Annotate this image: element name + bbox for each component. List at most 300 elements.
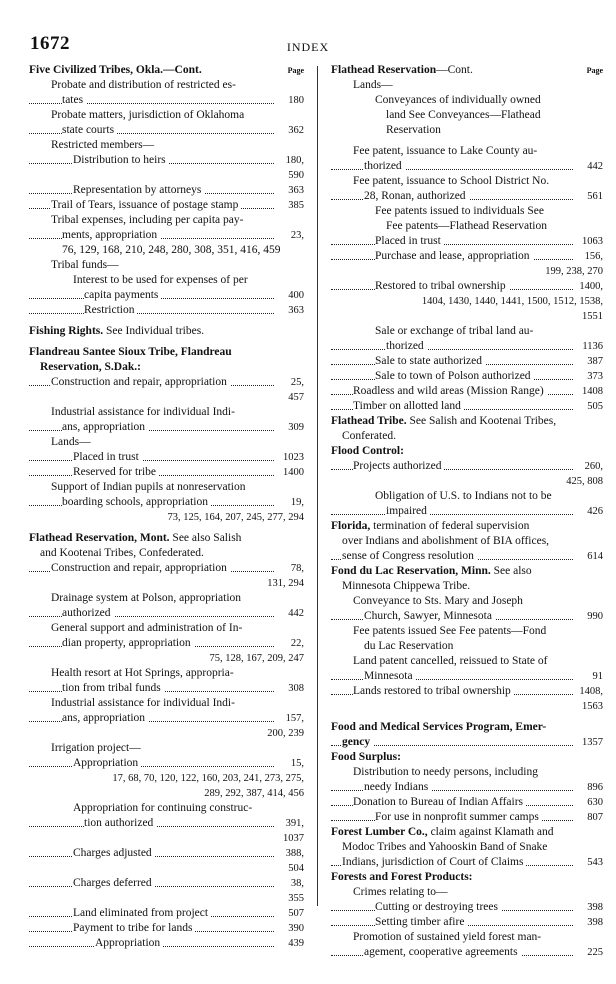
index-entry xyxy=(29,273,304,288)
page-refs-continued: 504 xyxy=(288,863,304,874)
index-entry xyxy=(331,219,603,234)
index-entry xyxy=(29,435,304,450)
entry-text: Support of Indian pupils at nonreservation xyxy=(51,481,249,493)
entry-text: dian property, appropriation xyxy=(62,637,194,649)
entry-text: sense of Congress resolution xyxy=(342,550,477,562)
column-divider xyxy=(317,66,318,906)
index-entry xyxy=(331,579,603,594)
entry-text xyxy=(331,64,476,76)
entry-text: thorized xyxy=(364,160,405,172)
index-entry xyxy=(331,915,603,930)
page-refs: 38, xyxy=(290,878,304,889)
index-entry xyxy=(331,885,603,900)
entry-text: Reserved for tribe xyxy=(73,466,159,478)
page-refs: 1408, xyxy=(579,686,603,697)
index-heading xyxy=(29,324,304,339)
heading-text: Food Surplus: xyxy=(331,751,401,763)
index-entry xyxy=(29,936,304,951)
entry-text: Land patent cancelled, reissued to State of xyxy=(353,655,550,667)
page-refs: 442 xyxy=(288,608,304,619)
page-refs: 439 xyxy=(288,938,304,949)
heading-tail: claim against Klamath and xyxy=(427,826,554,838)
index-heading xyxy=(331,735,603,750)
index-entry xyxy=(331,339,603,354)
index-entry xyxy=(29,108,304,123)
entry-text xyxy=(331,721,549,733)
page-refs-continued: 289, 292, 387, 414, 456 xyxy=(204,788,304,799)
entry-text: authorized xyxy=(62,607,114,619)
dot-leader xyxy=(29,766,274,767)
index-entry xyxy=(331,384,603,399)
page-refs: 614 xyxy=(587,551,603,562)
index-entry xyxy=(29,681,304,696)
entry-text: For use in nonprofit summer camps xyxy=(375,811,542,823)
index-entry xyxy=(29,801,304,816)
index-column-left xyxy=(29,63,304,951)
entry-text: Indians, jurisdiction of Court of Claims xyxy=(342,856,526,868)
page-refs: 398 xyxy=(587,917,603,928)
entry-text: Purchase and lease, appropriation xyxy=(375,250,533,262)
index-entry xyxy=(331,354,603,369)
heading-tail: termination of federal supervision xyxy=(370,520,530,532)
page-refs: 1063 xyxy=(582,236,603,247)
entry-text: impaired xyxy=(386,505,430,517)
page-refs: 91 xyxy=(592,671,603,682)
entry-text: Placed in trust xyxy=(73,451,142,463)
page-refs: 426 xyxy=(587,506,603,517)
page-refs: 400 xyxy=(288,290,304,301)
index-entry xyxy=(331,594,603,609)
index-entry xyxy=(29,666,304,681)
index-heading xyxy=(331,444,603,459)
page-refs-continued: 73, 125, 164, 207, 245, 277, 294 xyxy=(167,512,304,523)
heading-text: Five Civilized Tribes, Okla.—Cont. xyxy=(29,64,202,76)
page-refs: 442 xyxy=(587,161,603,172)
page-refs: 308 xyxy=(288,683,304,694)
index-heading xyxy=(29,345,304,360)
index-entry xyxy=(331,609,603,624)
entry-text xyxy=(331,565,535,577)
index-entry xyxy=(331,324,603,339)
index-entry xyxy=(331,189,603,204)
page-refs-continued: 75, 128, 167, 209, 247 xyxy=(209,653,304,664)
entry-text: Probate and distribution of restricted es- xyxy=(51,79,239,91)
entry-text: ments, appropriation xyxy=(62,229,160,241)
page-refs: 22, xyxy=(290,638,304,649)
page-refs-continued: 199, 238, 270 xyxy=(545,266,603,277)
page-refs: 387 xyxy=(587,356,603,367)
entry-text: Lands— xyxy=(353,79,396,91)
index-entry xyxy=(29,921,304,936)
entry-text: Minnesota xyxy=(364,670,416,682)
page-refs-continued: 457 xyxy=(288,392,304,403)
page-refs-continued: 200, 239 xyxy=(267,728,304,739)
page-refs-continued: 1551 xyxy=(582,311,603,322)
index-entry xyxy=(29,546,304,561)
entry-text: Roadless and wild areas (Mission Range) xyxy=(353,385,547,397)
heading-text: Fishing Rights. xyxy=(29,325,104,337)
index-entry xyxy=(29,495,304,510)
page-refs-continued: 590 xyxy=(288,170,304,181)
entry-text: Appropriation for continuing construc- xyxy=(73,802,255,814)
index-entry xyxy=(331,945,603,960)
index-entry xyxy=(331,429,603,444)
index-heading xyxy=(331,750,603,765)
entry-text: Lands restored to tribal ownership xyxy=(353,685,514,697)
page-refs: 398 xyxy=(587,902,603,913)
index-entry xyxy=(331,840,603,855)
heading-text: Reservation, S.Dak.: xyxy=(40,361,141,373)
entry-text: Donation to Bureau of Indian Affairs xyxy=(353,796,526,808)
entry-text xyxy=(29,532,244,544)
page-refs-continued: 131, 294 xyxy=(267,578,304,589)
entry-text: needy Indians xyxy=(364,781,431,793)
entry-text xyxy=(331,415,559,427)
index-heading xyxy=(29,360,304,375)
heading-tail: See also xyxy=(490,565,532,577)
index-entry xyxy=(331,159,603,174)
page-refs: 180 xyxy=(288,95,304,106)
entry-text: Construction and repair, appropriation xyxy=(51,562,230,574)
index-entry xyxy=(29,846,304,861)
entry-text: du Lac Reservation xyxy=(364,640,456,652)
index-entry xyxy=(331,624,603,639)
entry-text: Obligation of U.S. to Indians not to be xyxy=(375,490,555,502)
entry-text: Interest to be used for expenses of per xyxy=(73,274,251,286)
index-entry xyxy=(331,174,603,189)
page-refs: 19, xyxy=(290,497,304,508)
page-refs: 25, xyxy=(290,377,304,388)
entry-text: Reservation xyxy=(386,124,444,136)
index-entry xyxy=(331,855,603,870)
heading-text: Flathead Reservation, Mont. xyxy=(29,532,170,544)
index-heading xyxy=(331,63,603,78)
entry-text: Payment to tribe for lands xyxy=(73,922,195,934)
entry-text: Probate matters, jurisdiction of Oklahoma xyxy=(51,109,247,121)
entry-text: Fee patent, issuance to School District No. xyxy=(353,175,552,187)
index-entry xyxy=(29,711,304,726)
index-heading xyxy=(29,531,304,546)
entry-text xyxy=(40,361,144,373)
entry-text xyxy=(331,520,532,532)
heading-text: Forest Lumber Co., xyxy=(331,826,428,838)
entry-text: tates xyxy=(62,94,86,106)
entry-text: Sale to state authorized xyxy=(375,355,485,367)
entry-text: Health resort at Hot Springs, appropria- xyxy=(51,667,237,679)
page-refs: 309 xyxy=(288,422,304,433)
index-entry xyxy=(331,795,603,810)
entry-text xyxy=(29,325,207,337)
heading-text: Forests and Forest Products: xyxy=(331,871,473,883)
page-refs: 1400, xyxy=(579,281,603,292)
index-entry xyxy=(29,228,304,243)
page-refs: 1408 xyxy=(582,386,603,397)
page-refs: 78, xyxy=(290,563,304,574)
index-entry xyxy=(29,183,304,198)
entry-text: tion authorized xyxy=(84,817,156,829)
entry-text: Tribal funds— xyxy=(51,259,122,271)
entry-text: Sale to town of Polson authorized xyxy=(375,370,534,382)
entry-text: Land eliminated from project xyxy=(73,907,211,919)
index-entry xyxy=(29,741,304,756)
entry-text: Irrigation project— xyxy=(51,742,144,754)
page-refs: 225 xyxy=(587,947,603,958)
index-entry xyxy=(331,234,603,249)
page-column-label: Page xyxy=(287,66,304,75)
entry-text: Appropriation xyxy=(95,937,163,949)
entry-text: Promotion of sustained yield forest man- xyxy=(353,931,544,943)
entry-text: Fee patents issued to individuals See xyxy=(375,205,547,217)
index-entry xyxy=(29,561,304,576)
entry-text: Cutting or destroying trees xyxy=(375,901,501,913)
index-entry xyxy=(331,669,603,684)
dot-leader xyxy=(29,460,274,461)
entry-text xyxy=(29,64,205,76)
entry-text xyxy=(331,445,407,457)
index-entry xyxy=(331,489,603,504)
index-column-right xyxy=(331,63,603,960)
index-entry xyxy=(29,591,304,606)
entry-text: state courts xyxy=(62,124,117,136)
entry-text: Conveyances of individually owned xyxy=(375,94,544,106)
entry-text: Restored to tribal ownership xyxy=(375,280,509,292)
entry-text: ans, appropriation xyxy=(62,421,148,433)
page-refs: 505 xyxy=(587,401,603,412)
index-entry xyxy=(29,816,304,831)
page-refs: 1136 xyxy=(582,341,603,352)
index-entry xyxy=(331,279,603,294)
index-entry xyxy=(29,480,304,495)
index-entry xyxy=(331,780,603,795)
index-entry xyxy=(29,288,304,303)
page-refs: 363 xyxy=(288,305,304,316)
heading-text: Fond du Lac Reservation, Minn. xyxy=(331,565,491,577)
index-entry xyxy=(331,78,603,93)
entry-text: Fee patents—Flathead Reservation xyxy=(386,220,550,232)
page-refs: 1400 xyxy=(283,467,304,478)
heading-text: Food and Medical Services Program, Emer- xyxy=(331,721,547,733)
entry-text: agement, cooperative agreements xyxy=(364,946,521,958)
entry-text xyxy=(331,871,476,883)
index-entry xyxy=(331,459,603,474)
index-entry xyxy=(29,606,304,621)
entry-text: Conferated. xyxy=(342,430,399,442)
index-entry xyxy=(29,636,304,651)
index-entry xyxy=(29,420,304,435)
entry-text: 28, Ronan, authorized xyxy=(364,190,469,202)
heading-text: Florida, xyxy=(331,520,371,532)
index-entry xyxy=(331,399,603,414)
page-refs-continued: 17, 68, 70, 120, 122, 160, 203, 241, 273, 275, xyxy=(112,773,304,784)
index-entry xyxy=(331,930,603,945)
entry-text: boarding schools, appropriation xyxy=(62,496,211,508)
entry-text: and Kootenai Tribes, Confederated. xyxy=(40,547,207,559)
index-entry xyxy=(29,123,304,138)
page-number: 1672 xyxy=(30,33,70,54)
entry-text xyxy=(331,826,557,838)
page-refs: 363 xyxy=(288,185,304,196)
index-entry xyxy=(29,696,304,711)
entry-text: Fee patents issued See Fee patents—Fond xyxy=(353,625,549,637)
index-heading xyxy=(331,720,603,735)
page-refs: 990 xyxy=(587,611,603,622)
index-entry xyxy=(29,450,304,465)
entry-text: Modoc Tribes and Yahooskin Band of Snake xyxy=(342,841,550,853)
index-entry xyxy=(29,303,304,318)
page-refs: 630 xyxy=(587,797,603,808)
entry-text xyxy=(331,751,404,763)
dot-leader xyxy=(29,313,274,314)
entry-text: Distribution to needy persons, including xyxy=(353,766,541,778)
heading-tail: See also Salish xyxy=(169,532,242,544)
index-heading xyxy=(29,63,304,78)
page-refs: 391, xyxy=(285,818,304,829)
entry-text: Church, Sawyer, Minnesota xyxy=(364,610,495,622)
entry-text: Projects authorized xyxy=(353,460,444,472)
dot-leader xyxy=(331,244,573,245)
entry-text: Tribal expenses, including per capita pay- xyxy=(51,214,246,226)
heading-tail: See Salish and Kootenai Tribes, xyxy=(406,415,557,427)
page-refs: 1357 xyxy=(582,737,603,748)
entry-text: land See Conveyances—Flathead xyxy=(386,109,544,121)
page-refs: 388, xyxy=(285,848,304,859)
index-entry xyxy=(331,144,603,159)
index-entry xyxy=(331,504,603,519)
index-entry xyxy=(331,765,603,780)
index-entry xyxy=(29,198,304,213)
index-entry xyxy=(331,369,603,384)
index-entry xyxy=(29,213,304,228)
index-entry xyxy=(331,900,603,915)
entry-text: Lands— xyxy=(51,436,94,448)
index-entry xyxy=(29,138,304,153)
index-entry xyxy=(29,465,304,480)
entry-text: Crimes relating to— xyxy=(353,886,451,898)
page-refs: 896 xyxy=(587,782,603,793)
entry-text: General support and administration of In- xyxy=(51,622,245,634)
entry-text: over Indians and abolishment of BIA offices, xyxy=(342,535,552,547)
entry-text: capita payments xyxy=(84,289,161,301)
entry-text: Industrial assistance for individual Indi- xyxy=(51,697,238,709)
index-entry xyxy=(331,249,603,264)
page-refs: 561 xyxy=(587,191,603,202)
index-entry xyxy=(29,405,304,420)
heading-text: gency xyxy=(342,736,371,748)
page-refs: 157, xyxy=(285,713,304,724)
page-refs: 807 xyxy=(587,812,603,823)
page-refs: 373 xyxy=(587,371,603,382)
entry-text: Minnesota Chippewa Tribe. xyxy=(342,580,473,592)
entry-text: Trail of Tears, issuance of postage stamp xyxy=(51,199,241,211)
entry-text: Restricted members— xyxy=(51,139,157,151)
entry-text: Construction and repair, appropriation xyxy=(51,376,230,388)
entry-text: Charges adjusted xyxy=(73,847,155,859)
page-refs-continued: 1404, 1430, 1440, 1441, 1500, 1512, 1538, xyxy=(421,296,603,307)
page-refs: 385 xyxy=(288,200,304,211)
page-refs-continued: 425, 808 xyxy=(566,476,603,487)
entry-text: Representation by attorneys xyxy=(73,184,204,196)
entry-text: 76, 129, 168, 210, 248, 280, 308, 351, 416, 459 xyxy=(62,244,284,256)
entry-text: Sale or exchange of tribal land au- xyxy=(375,325,536,337)
page-refs: 362 xyxy=(288,125,304,136)
index-entry xyxy=(29,621,304,636)
index-entry xyxy=(29,153,304,168)
heading-text: Flood Control: xyxy=(331,445,404,457)
entry-text: Conveyance to Sts. Mary and Joseph xyxy=(353,595,526,607)
page-refs-continued: 1563 xyxy=(582,701,603,712)
dot-leader xyxy=(331,349,573,350)
dot-leader xyxy=(331,514,573,515)
entry-text: Setting timber afire xyxy=(375,916,467,928)
index-entry xyxy=(331,204,603,219)
index-heading xyxy=(331,519,603,534)
page-header: INDEX xyxy=(286,40,330,54)
heading-text: Flathead Tribe. xyxy=(331,415,407,427)
page-refs: 180, xyxy=(285,155,304,166)
index-entry xyxy=(331,549,603,564)
index-entry xyxy=(331,534,603,549)
index-entry xyxy=(331,684,603,699)
entry-text: Industrial assistance for individual Indi- xyxy=(51,406,238,418)
page-refs-continued: 355 xyxy=(288,893,304,904)
index-heading xyxy=(331,414,603,429)
entry-text: Restriction xyxy=(84,304,137,316)
entry-text: Drainage system at Polson, appropriation xyxy=(51,592,244,604)
entry-text: Distribution to heirs xyxy=(73,154,169,166)
page-refs: 156, xyxy=(584,251,603,262)
index-entry xyxy=(29,876,304,891)
index-entry xyxy=(29,375,304,390)
index-entry xyxy=(29,78,304,93)
entry-text: Timber on allotted land xyxy=(353,400,464,412)
page-refs: 390 xyxy=(288,923,304,934)
index-entry xyxy=(331,654,603,669)
entry-text: Appropriation xyxy=(73,757,141,769)
index-entry xyxy=(331,123,603,138)
entry-text: tion from tribal funds xyxy=(62,682,164,694)
entry-text: thorized xyxy=(386,340,427,352)
entry-text: Fee patent, issuance to Lake County au- xyxy=(353,145,540,157)
index-entry xyxy=(331,108,603,123)
index-entry xyxy=(331,639,603,654)
index-heading xyxy=(331,870,603,885)
index-entry xyxy=(29,258,304,273)
entry-text: Charges deferred xyxy=(73,877,155,889)
entry-text: ans, appropriation xyxy=(62,712,148,724)
index-heading xyxy=(331,564,603,579)
index-entry xyxy=(29,756,304,771)
page-refs: 15, xyxy=(290,758,304,769)
heading-text: Flathead Reservation xyxy=(331,64,437,76)
heading-text: Flandreau Santee Sioux Tribe, Flandreau xyxy=(29,346,232,358)
index-entry xyxy=(331,810,603,825)
page-refs: 260, xyxy=(584,461,603,472)
index-entry xyxy=(29,243,304,258)
heading-tail: See Individual tribes. xyxy=(103,325,205,337)
index-entry xyxy=(331,93,603,108)
page-refs: 1023 xyxy=(283,452,304,463)
entry-text xyxy=(29,346,235,358)
page-refs: 543 xyxy=(587,857,603,868)
index-entry xyxy=(29,93,304,108)
entry-text: Placed in trust xyxy=(375,235,444,247)
page-refs-continued: 1037 xyxy=(283,833,304,844)
heading-tail: —Cont. xyxy=(436,64,473,76)
page-column-label: Page xyxy=(586,66,603,75)
page-refs: 23, xyxy=(290,230,304,241)
index-heading xyxy=(331,825,603,840)
page-refs: 507 xyxy=(288,908,304,919)
